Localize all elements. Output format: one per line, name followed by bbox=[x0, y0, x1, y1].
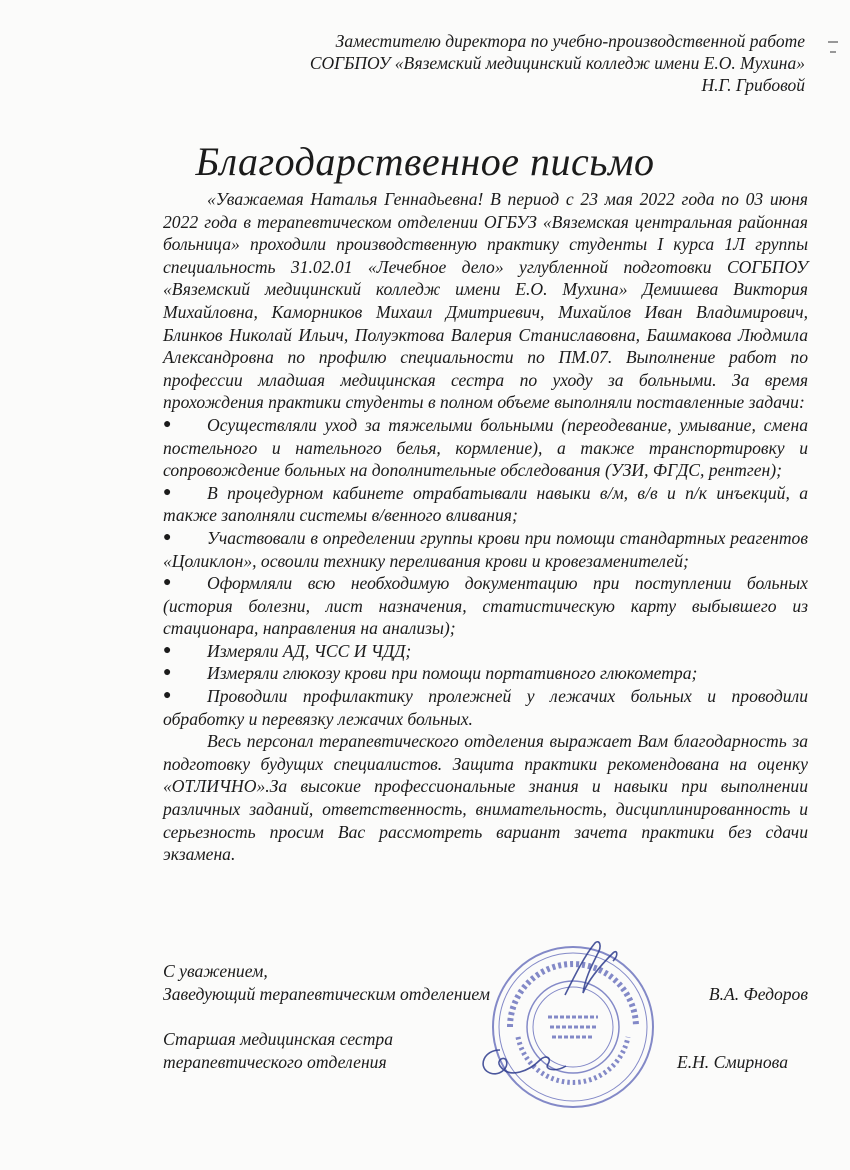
bullet-text: Осуществляли уход за тяжелыми больными (переодевание, умывание, смена постельного и нательного белья, кормление), а также транспортировку и сопровождение больных на дополнительные обследования (УЗИ, ФГДС, рентген); bbox=[163, 414, 808, 481]
letter-body bbox=[163, 188, 808, 866]
bullet-dot-icon: ● bbox=[163, 575, 172, 591]
bullet-dot-icon: ● bbox=[163, 484, 172, 500]
bullet-item bbox=[163, 662, 808, 685]
bullet-text: Участвовали в определении группы крови при помощи стандартных реагентов «Цоликлон», освоили технику переливания крови и кровезаменителей; bbox=[163, 527, 808, 571]
bullet-dot-icon: ● bbox=[163, 642, 172, 658]
letter-title: Благодарственное письмо bbox=[195, 139, 655, 184]
bullet-dot-icon: ● bbox=[163, 688, 172, 704]
corner-mark-icon bbox=[826, 38, 840, 58]
bullet-text: Проводили профилактику пролежней у лежачих больных и проводили обработку и перевязку лежачих больных. bbox=[163, 686, 808, 729]
head-position: Заведующий терапевтическим отделением bbox=[163, 983, 490, 1004]
addressee-line-3: Н.Г. Грибовой bbox=[701, 75, 805, 95]
addressee-block bbox=[205, 30, 805, 96]
bullet-item bbox=[163, 640, 808, 663]
signature-block-head bbox=[163, 960, 808, 1005]
bullet-item bbox=[163, 482, 808, 527]
bullet-dot-icon: ● bbox=[163, 416, 172, 432]
bullet-item bbox=[163, 685, 808, 730]
bullet-text: Оформляли всю необходимую документацию при поступлении больных (история болезни, лист назначения, статистическую карту выбывшего из стационара, направления на анализы); bbox=[163, 573, 808, 639]
nurse-position-line-2: терапевтического отделения bbox=[163, 1051, 387, 1072]
addressee-line-2: СОГБПОУ «Вяземский медицинский колледж имени Е.О. Мухина» bbox=[309, 53, 805, 73]
bullet-dot-icon: ● bbox=[163, 529, 172, 545]
bullet-item bbox=[163, 572, 808, 640]
bullet-text: В процедурном кабинете отрабатывали навыки в/м, в/в и п/к инъекций, а также заполняли системы в/венного вливания; bbox=[163, 482, 808, 526]
head-signature-icon bbox=[555, 935, 625, 1005]
greeting: С уважением, bbox=[163, 961, 268, 981]
nurse-signature-icon bbox=[470, 1030, 570, 1090]
bullet-text: Измеряли АД, ЧСС И ЧДД; bbox=[207, 640, 412, 661]
bullet-item bbox=[163, 414, 808, 482]
closing-paragraph: Весь персонал терапевтического отделения выражает Вам благодарность за подготовку будущих специалистов. Защита практики рекомендована на оценку «ОТЛИЧНО».За высокие профессиональные знания и навыки при выполнении различных заданий, ответственность, внимательность, дисциплинированность и серьезность просим Вас рассмотреть вариант зачета практики без сдачи экзамена. bbox=[163, 731, 808, 865]
addressee-line-1: Заместителю директора по учебно-производственной работе bbox=[335, 31, 805, 51]
bullet-item bbox=[163, 527, 808, 572]
head-name: В.А. Федоров bbox=[708, 983, 808, 1004]
bullet-dot-icon: ● bbox=[163, 665, 172, 681]
bullet-text: Измеряли глюкозу крови при помощи портативного глюкометра; bbox=[207, 663, 698, 684]
nurse-position-line-1: Старшая медицинская сестра bbox=[163, 1029, 394, 1049]
nurse-name: Е.Н. Смирнова bbox=[676, 1051, 788, 1072]
intro-paragraph: «Уважаемая Наталья Геннадьевна! В период с 23 мая 2022 года по 03 июня 2022 года в терапевтическом отделении ОГБУЗ «Вяземская центральная районная больница» проходили производственную практику студенты I курса 1Л группы специальность 31.02.01 «Лечебное дело» углубленной подготовки СОГБПОУ «Вяземский медицинский колледж имени Е.О. Мухина» Демишева Виктория Михайловна, Каморников Михаил Дмитриевич, Михайлов Иван Владимирович, Блинков Николай Ильич, Полуэктова Валерия Станиславовна, Башмакова Людмила Александровна по профилю специальности по ПМ.07. Выполнение работ по профессии младшая медицинская сестра по уходу за больными. За время прохождения практики студенты в полном объеме выполняли поставленные задачи: bbox=[163, 189, 808, 413]
signature-row bbox=[163, 983, 808, 1006]
